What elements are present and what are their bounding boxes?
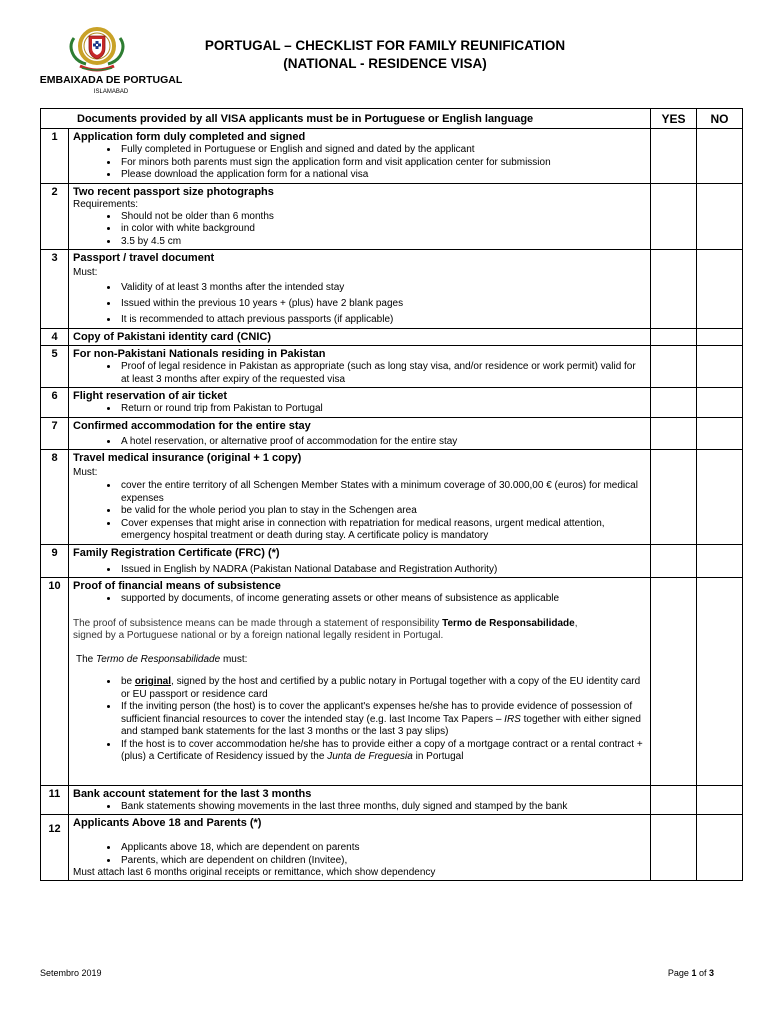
item-content bbox=[69, 250, 651, 329]
footer-date: Setembro 2019 bbox=[40, 968, 102, 978]
no-checkbox-cell[interactable] bbox=[697, 329, 743, 346]
header-yes: YES bbox=[651, 109, 697, 129]
page-number: Page 1 of 3 bbox=[667, 968, 714, 978]
list-item: • It is recommended to attach previous passports (if applicable) bbox=[119, 312, 646, 327]
item-subheading: Must: bbox=[73, 267, 98, 278]
no-checkbox-cell[interactable] bbox=[697, 417, 743, 450]
table-header-row bbox=[41, 109, 743, 129]
item-number: 12 bbox=[41, 815, 69, 881]
table-row bbox=[41, 450, 743, 545]
item-title: Travel medical insurance (original + 1 copy) bbox=[73, 452, 302, 464]
no-checkbox-cell[interactable] bbox=[697, 815, 743, 881]
yes-checkbox-cell[interactable] bbox=[651, 544, 697, 578]
yes-checkbox-cell[interactable] bbox=[651, 250, 697, 329]
item-number: 10 bbox=[41, 578, 69, 786]
header-no: NO bbox=[697, 109, 743, 129]
no-checkbox-cell[interactable] bbox=[697, 785, 743, 815]
list-item: • Return or round trip from Pakistan to Portugal bbox=[119, 403, 646, 416]
item-title: Copy of Pakistani identity card (CNIC) bbox=[73, 331, 272, 343]
item-title: For non-Pakistani Nationals residing in Pakistan bbox=[73, 348, 326, 360]
item-subheading: Must: bbox=[73, 467, 98, 478]
list-item: • Parents, which are dependent on children (Invitee), bbox=[119, 855, 646, 868]
item-tail-note: Must attach last 6 months original receipts or remittance, which show dependency bbox=[73, 867, 436, 878]
list-item: • If the host is to cover accommodation he/she has to provide either a copy of a mortgage contract or a rental contract + (plus) a Certificate of Residency issued by the Junta de Freguesia in Portugal bbox=[119, 739, 646, 764]
list-item: • Fully completed in Portuguese or English and signed and dated by the applicant bbox=[119, 144, 646, 157]
checklist-table bbox=[40, 108, 743, 881]
item-title: Two recent passport size photographs bbox=[73, 185, 274, 198]
item-content bbox=[69, 785, 651, 815]
table-row bbox=[41, 544, 743, 578]
table-row bbox=[41, 183, 743, 250]
table-row bbox=[41, 785, 743, 815]
subsistence-paragraph: The proof of subsistence means can be made through a statement of responsibility Termo de Responsabilidade, signed by a Portuguese national or by a foreign national legally resident in Portugal. bbox=[73, 617, 578, 641]
item-content bbox=[69, 388, 651, 418]
item-title: Family Registration Certificate (FRC) (*) bbox=[73, 546, 280, 559]
item-content bbox=[69, 544, 651, 578]
item-title: Bank account statement for the last 3 months bbox=[73, 787, 312, 800]
yes-checkbox-cell[interactable] bbox=[651, 450, 697, 545]
item-content bbox=[69, 129, 651, 184]
list-item: • Validity of at least 3 months after the intended stay bbox=[119, 280, 646, 296]
yes-checkbox-cell[interactable] bbox=[651, 346, 697, 388]
list-item: • Proof of legal residence in Pakistan as appropriate (such as long stay visa, and/or residence or work permit) valid for at least 3 months after expiry of the requested visa bbox=[119, 361, 646, 386]
list-item: • For minors both parents must sign the application form and visit application center for submission bbox=[119, 157, 646, 170]
item-number: 3 bbox=[41, 250, 69, 329]
item-content bbox=[69, 815, 651, 881]
item-number: 6 bbox=[41, 388, 69, 418]
list-item: • Issued within the previous 10 years + (plus) have 2 blank pages bbox=[119, 296, 646, 312]
item-content bbox=[69, 329, 651, 346]
termo-intro: The Termo de Responsabilidade must: bbox=[76, 653, 248, 665]
table-row bbox=[41, 129, 743, 184]
item-number: 5 bbox=[41, 346, 69, 388]
yes-checkbox-cell[interactable] bbox=[651, 183, 697, 250]
header-language-note: Documents provided by all VISA applicants must be in Portuguese or English language bbox=[41, 109, 651, 129]
yes-checkbox-cell[interactable] bbox=[651, 329, 697, 346]
embassy-name: EMBAIXADA DE PORTUGAL bbox=[39, 74, 183, 86]
yes-checkbox-cell[interactable] bbox=[651, 815, 697, 881]
item-number: 8 bbox=[41, 450, 69, 545]
item-subheading: Requirements: bbox=[73, 198, 139, 210]
yes-checkbox-cell[interactable] bbox=[651, 388, 697, 418]
item-content bbox=[69, 450, 651, 545]
no-checkbox-cell[interactable] bbox=[697, 346, 743, 388]
item-number: 4 bbox=[41, 329, 69, 346]
no-checkbox-cell[interactable] bbox=[697, 250, 743, 329]
item-number: 7 bbox=[41, 417, 69, 450]
list-item: • cover the entire territory of all Schengen Member States with a minimum coverage of 30.000,00 € (euros) for medical expenses bbox=[119, 480, 646, 505]
list-item: • Bank statements showing movements in the last three months, duly signed and stamped by the bank bbox=[119, 801, 646, 814]
item-content bbox=[69, 417, 651, 450]
item-title: Proof of financial means of subsistence bbox=[73, 580, 281, 592]
yes-checkbox-cell[interactable] bbox=[651, 578, 697, 786]
list-item: • be valid for the whole period you plan to stay in the Schengen area bbox=[119, 505, 646, 518]
item-number: 11 bbox=[41, 785, 69, 815]
document-title: PORTUGAL – CHECKLIST FOR FAMILY REUNIFICATION bbox=[204, 38, 566, 53]
no-checkbox-cell[interactable] bbox=[697, 578, 743, 786]
item-number: 1 bbox=[41, 129, 69, 184]
item-title: Flight reservation of air ticket bbox=[73, 390, 228, 402]
item-number: 9 bbox=[41, 544, 69, 578]
yes-checkbox-cell[interactable] bbox=[651, 417, 697, 450]
list-item: • Please download the application form for a national visa bbox=[119, 169, 646, 182]
portugal-coat-of-arms-icon bbox=[64, 22, 130, 76]
no-checkbox-cell[interactable] bbox=[697, 388, 743, 418]
list-item: • Issued in English by NADRA (Pakistan National Database and Registration Authority) bbox=[119, 564, 646, 577]
no-checkbox-cell[interactable] bbox=[697, 544, 743, 578]
list-item: • Should not be older than 6 months bbox=[119, 211, 646, 224]
table-row bbox=[41, 346, 743, 388]
list-item: • Applicants above 18, which are dependent on parents bbox=[119, 842, 646, 855]
no-checkbox-cell[interactable] bbox=[697, 183, 743, 250]
list-item: • be original, signed by the host and certified by a public notary in Portugal together with a copy of the EU identity card or EU passport or residence card bbox=[119, 676, 646, 701]
list-item: • in color with white background bbox=[119, 223, 646, 236]
item-content bbox=[69, 578, 651, 786]
table-row bbox=[41, 250, 743, 329]
list-item: • 3.5 by 4.5 cm bbox=[119, 236, 646, 249]
list-item: • A hotel reservation, or alternative proof of accommodation for the entire stay bbox=[119, 436, 646, 449]
item-title: Passport / travel document bbox=[73, 252, 215, 264]
document-subtitle: (NATIONAL - RESIDENCE VISA) bbox=[283, 56, 487, 71]
no-checkbox-cell[interactable] bbox=[697, 129, 743, 184]
item-title: Applicants Above 18 and Parents (*) bbox=[73, 817, 262, 829]
table-row bbox=[41, 329, 743, 346]
yes-checkbox-cell[interactable] bbox=[651, 785, 697, 815]
embassy-city: ISLAMABAD bbox=[93, 89, 129, 95]
table-row bbox=[41, 815, 743, 881]
table-row bbox=[41, 388, 743, 418]
list-item: • supported by documents, of income generating assets or other means of subsistence as applicable bbox=[119, 593, 646, 606]
document-header bbox=[0, 0, 768, 108]
table-row bbox=[41, 578, 743, 786]
no-checkbox-cell[interactable] bbox=[697, 450, 743, 545]
item-content bbox=[69, 183, 651, 250]
list-item: • If the inviting person (the host) is to cover the applicant's expenses he/she has to provide evidence of possession of sufficient financial resources to cover the intended stay (e.g. last Income Tax Papers – IRS together with either signed and stamped bank statements for the last 3 months or the last 3 pay slips) bbox=[119, 701, 646, 739]
item-content bbox=[69, 346, 651, 388]
table-row bbox=[41, 417, 743, 450]
list-item: • Cover expenses that might arise in connection with repatriation for medical reasons, urgent medical attention, emergency hospital treatment or death during stay. A certificate policy is mandatory bbox=[119, 518, 646, 543]
item-number: 2 bbox=[41, 183, 69, 250]
yes-checkbox-cell[interactable] bbox=[651, 129, 697, 184]
item-title: Application form duly completed and signed bbox=[73, 131, 306, 143]
item-title: Confirmed accommodation for the entire stay bbox=[73, 419, 311, 432]
